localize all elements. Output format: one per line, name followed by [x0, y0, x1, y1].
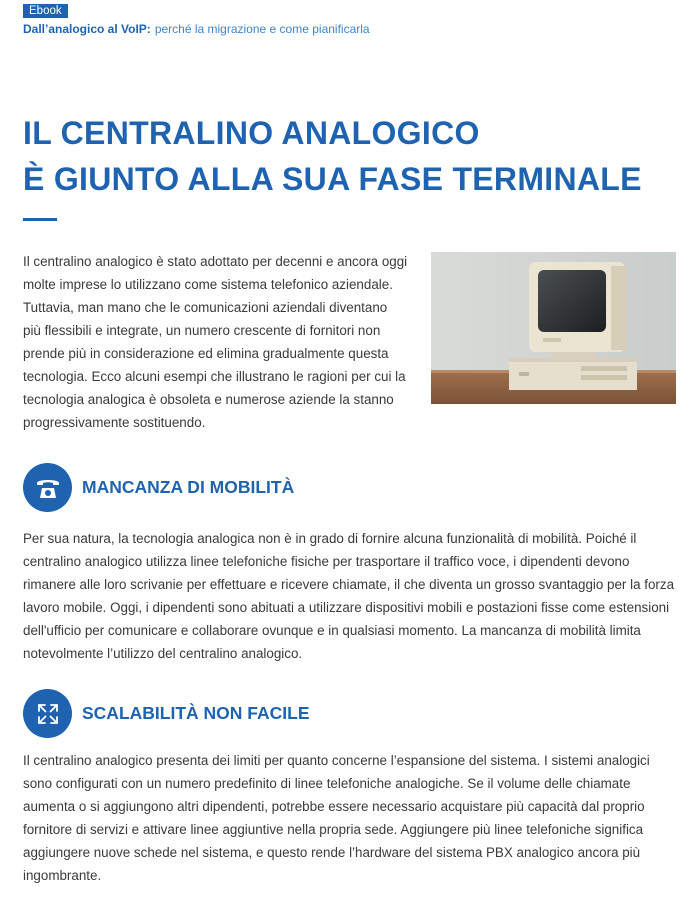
old-computer-photo — [431, 252, 676, 404]
page-title-line-2: È GIUNTO ALLA SUA FASE TERMINALE — [23, 161, 642, 197]
ebook-subtitle-strong: Dall’analogico al VoIP: — [23, 22, 151, 36]
ebook-subtitle-light: perché la migrazione e come pianificarla — [154, 22, 370, 36]
section-mobility-body: Per sua natura, la tecnologia analogica non è in grado di fornire alcuna funzionalità di mobilità. Poiché il centralino analogico utilizza linee telefoniche fisiche per trasportare il traffico voce, i dipendenti devono rimanere alle loro scrivanie per effettuare e ricevere chiamate, il che diventa un grosso svantaggio per la forza lavoro mobile. Oggi, i dipendenti sono abituati a utilizzare dispositivi mobili e postazioni fisse come estensioni dell'ufficio per comunicare e collaborare ovunque e in qualsiasi momento. La mancanza di mobilità limita notevolmente l’utilizzo del centralino analogico. — [23, 531, 675, 661]
expand-arrows-icon — [23, 689, 72, 738]
telephone-icon — [23, 463, 72, 512]
ebook-badge: Ebook — [23, 4, 68, 18]
ebook-subtitle — [23, 21, 370, 37]
section-scalability-heading — [23, 689, 310, 738]
intro-paragraph: Il centralino analogico è stato adottato per decenni e ancora oggi molte imprese lo utilizzano come sistema telefonico aziendale. Tuttavia, man mano che le comunicazioni aziendali diventano più flessibili e integrate, un numero crescente di fornitori non prende più in considerazione ed elimina gradualmente questa tecnologia. Ecco alcuni esempi che illustrano le ragioni per cui la tecnologia analogica è obsoleta e numerose aziende la stanno progressivamente sostituendo. — [23, 254, 408, 430]
section-mobility-heading — [23, 463, 294, 512]
page-title-line-1: IL CENTRALINO ANALOGICO — [23, 115, 480, 151]
section-mobility-title: MANCANZA DI MOBILITÀ — [82, 477, 295, 497]
section-scalability-body: Il centralino analogico presenta dei limiti per quanto concerne l’espansione del sistema. I sistemi analogici sono configurati con un numero predefinito di linee telefoniche analogiche. Se il volume delle chiamate aumenta o si aggiungono altri dipendenti, potrebbe essere necessario acquistare più capacità dal proprio fornitore di servizi e attivare linee aggiuntive nella propria sede. Aggiungere più linee telefoniche significa aggiungere nuove schede nel sistema, e questo rende l’hardware del sistema PBX analogico ancora più ingombrante. — [23, 753, 650, 883]
page-title — [23, 110, 642, 202]
title-divider — [23, 218, 57, 221]
section-scalability-title: SCALABILITÀ NON FACILE — [82, 703, 310, 723]
